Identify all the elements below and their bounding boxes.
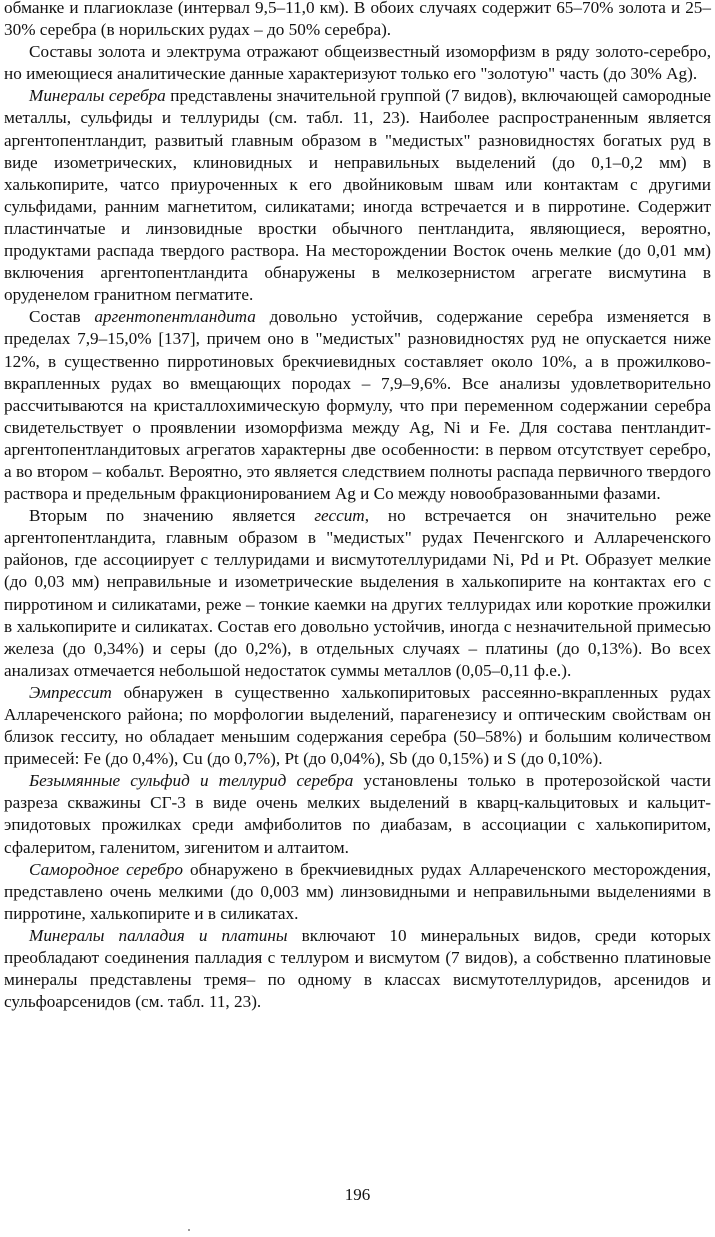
- text-run: включают 10 минеральных видов, среди которых преобладают соединения палладия с теллуром и висмутом (7 видов), а собственно платиновые минералы представлены тремя– по одному в классах висмутотеллуридов, арсенидов и сульфоарсенидов (см. табл. 11, 23).: [4, 925, 711, 1012]
- text-run: представлены значительной группой (7 видов), включающей самородные металлы, сульфиды и теллуриды (см. табл. 11, 23). Наиболее распространенным является аргентопентландит, развитый главным образом в "медистых" разновидностях богатых руд в виде изометрических, клиновидных и неправильных выделений (до 0,1–0,2 мм) в халькопирите, чатсо приуроченных к его двойниковым швам или контактам с другими сульфидами, ранним магнетитом, силикатами; иногда встречается и в пирротине. Содержит пластинчатые и линзовидные вростки обычного пентландита, являющиеся, вероятно, продуктами распада твердого раствора. На месторождении Восток очень мелкие (до 0,01 мм) включения аргентопентландита обнаружены в мелкозернистом агрегате висмутина в оруденелом гранитном пегматите.: [4, 86, 711, 305]
- paragraph: [4, 306, 711, 505]
- text-run: обнаружено в брекчиевидных рудах Аллареченского месторождения, представлено очень мелкими (до 0,003 мм) линзовидными и неправильными выделениями в пирротине, халькопирите и в силикатах.: [4, 859, 712, 923]
- scan-speck: [188, 1229, 190, 1231]
- paragraph: [4, 85, 711, 306]
- text-run: , но встречается он значительно реже аргентопентландита, главным образом в "медистых" рудах Печенгского и Аллареченского районов, где ассоциирует с теллуридами и висмутотеллуридами Ni, Pd и Pt. Образует мелкие (до 0,03 мм) неправильные и изометрические выделения в халькопирите на контактах его с пирротином и силикатами, реже – тонкие каемки на других теллуридах или короткие прожилки в халькопирите и силикатах. Состав его довольно устойчив, иногда с незначительной примесью железа (до 0,34%) и серы (до 0,2%), в отдельных случаях – платины (до 0,13%). Во всех анализах отмечается небольшой недостаток суммы металлов (0,05–0,11 ф.е.).: [4, 506, 712, 680]
- text-run: обманке и плагиоклазе (интервал 9,5–11,0 км). В обоих случаях содержит 65–70% золота и 25–30% серебра (в норильских рудах – до 50% серебра).: [4, 0, 711, 40]
- paragraph: [4, 0, 711, 41]
- italic-term: гессит: [314, 506, 365, 526]
- text-run: Состав: [29, 307, 95, 327]
- italic-term: Безымянные сульфид и теллурид серебра: [29, 771, 354, 791]
- text-run: Вторым по значению является: [29, 506, 315, 526]
- italic-term: Эмпрессит: [29, 682, 112, 702]
- italic-term: Минералы серебра: [29, 86, 166, 106]
- paragraph: [4, 41, 711, 85]
- text-run: довольно устойчив, содержание серебра изменяется в пределах 7,9–15,0% [137], причем оно в "медистых" разновидностях руд не опускается ниже 12%, в существенно пирротиновых брекчиевидных составляет около 10%, а в прожилково-вкрапленных рудах во вмещающих породах – 7,9–9,6%. Все анализы удовлетворительно рассчитываются на кристаллохимическую формулу, что при переменном содержании серебра свидетельствует о проявлении изоморфизма между Ag, Ni и Fe. Для состава пентландит-аргентопентландитовых агрегатов характерны две особенности: в первом отсутствует серебро, а во втором – кобальт. Вероятно, это является следствием полноты распада первичного твердого раствора и предельным фракционированием Ag и Co между новообразованными фазами.: [4, 307, 711, 504]
- paragraph: [4, 770, 711, 858]
- italic-term: Самородное серебро: [29, 859, 184, 879]
- text-run: Составы золота и электрума отражают общеизвестный изоморфизм в ряду золото-серебро, но имеющиеся аналитические данные характеризуют только его "золотую" часть (до 30% Ag).: [4, 42, 711, 84]
- italic-term: Минералы палладия и платины: [29, 925, 288, 945]
- text-run: установлены только в протерозойской части разреза скважины СГ-3 в виде очень мелких выделений в кварц-кальцитовых и кальцит-эпидотовых прожилках среди амфиболитов по диабазам, в ассоциации с халькопиритом, сфалеритом, галенитом, зигенитом и алтаитом.: [4, 771, 711, 857]
- text-body: [4, 0, 711, 1013]
- paragraph: [4, 682, 711, 770]
- paragraph: [4, 925, 711, 1013]
- page-number: 196: [344, 1185, 371, 1204]
- paragraph: [4, 505, 711, 682]
- text-run: обнаружен в существенно халькопиритовых рассеянно-вкрапленных рудах Аллареченского района; по морфологии выделений, парагенезису и оптическим свойствам он близок гесситу, но обладает меньшим содержания серебра (50–58%) и большим количеством примесей: Fe (до 0,4%), Cu (до 0,7%), Pt (до 0,04%), Sb (до 0,15%) и S (до 0,10%).: [4, 682, 711, 769]
- paragraph: [4, 859, 711, 925]
- italic-term: аргентопентландита: [94, 307, 256, 327]
